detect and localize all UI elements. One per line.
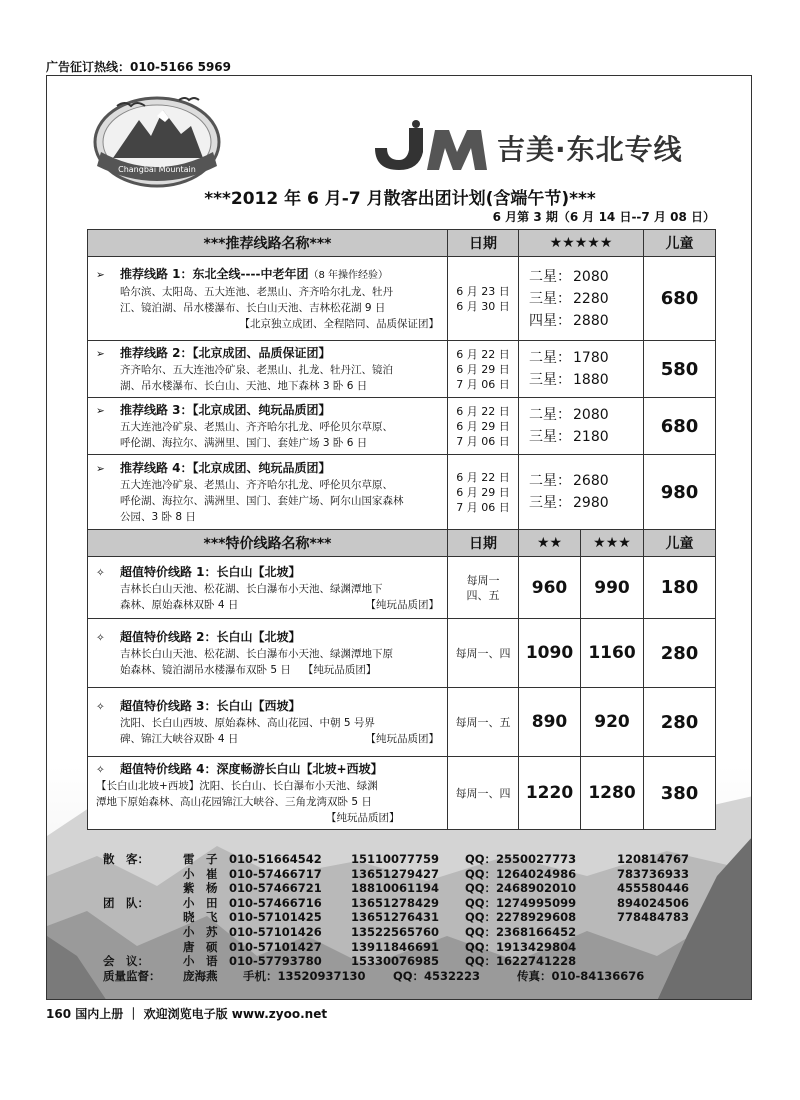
route-detail-line: 潭地下原始森林、高山花园锦江大峡谷、三角龙湾双卧 5 日	[96, 796, 372, 808]
date-item: 7 月 06 日	[456, 377, 510, 391]
date-item: 6 月 29 日	[456, 419, 510, 433]
contact-mobile: 13651276431	[351, 910, 440, 925]
special-header-child: 儿童	[644, 530, 716, 557]
star-price: 2180	[573, 429, 609, 445]
three-star-price: 1160	[581, 619, 644, 688]
route-detail-line: 五大连池冷矿泉、老黑山、齐齐哈尔扎龙、呼伦贝尔草原、	[120, 421, 393, 433]
star-price: 1780	[573, 350, 609, 366]
date-item: 每周一、五	[455, 715, 511, 729]
child-price: 680	[644, 398, 716, 455]
star-level: 四星：	[529, 312, 571, 329]
route-description	[88, 398, 448, 455]
special-route-row	[88, 619, 716, 688]
contact-qq: QQ：2550027773	[465, 852, 577, 866]
date-item: 6 月 29 日	[456, 362, 510, 376]
route-detail-line: 吉林长白山天池、松花湖、长白瀑布小天池、绿渊潭地下原	[120, 648, 393, 660]
contact-name: 小 崔	[183, 866, 218, 881]
contact-name: 唐 硕	[183, 939, 218, 954]
route-dates	[448, 688, 519, 757]
star-price: 1880	[573, 372, 609, 388]
two-star-price: 890	[519, 688, 581, 757]
star-price: 2980	[573, 495, 609, 511]
child-price: 380	[644, 757, 716, 830]
contact-tel: 010-57466721	[229, 881, 322, 896]
special-header-three-star: ★★★	[581, 530, 644, 557]
special-header-row	[88, 530, 716, 557]
contact-dept: 会 议：	[103, 954, 149, 969]
date-item: 6 月 30 日	[456, 299, 510, 313]
child-price: 280	[644, 688, 716, 757]
route-dates	[448, 341, 519, 398]
route-title: 超值特价线路 4：深度畅游长白山【北坡+西坡】	[120, 762, 383, 776]
contact-row	[103, 954, 743, 969]
contact-tel: 010-51664542	[229, 852, 322, 866]
issue-period: 6 月第 3 期（6 月 14 日--7 月 08 日）	[492, 210, 715, 224]
three-star-price: 990	[581, 557, 644, 619]
route-detail-line: 江、镜泊湖、吊水楼瀑布、长白山天池、吉林松花湖 9 日	[120, 302, 386, 314]
three-star-price: 920	[581, 688, 644, 757]
ad-hotline: 广告征订热线：010-5166 5969	[46, 60, 232, 74]
date-item: 6 月 22 日	[456, 404, 510, 418]
contact-mobile: 13911846691	[351, 939, 440, 954]
date-item: 6 月 23 日	[456, 284, 510, 298]
route-note: 【纯玩品质团】	[302, 664, 377, 676]
contact-qq: QQ：1264024986	[465, 866, 577, 881]
route-detail-line: 哈尔滨、太阳岛、五大连池、老黑山、齐齐哈尔扎龙、牡丹	[120, 286, 393, 298]
contact-mobile: 13522565760	[351, 924, 440, 939]
page-title: ***2012 年 6 月-7 月散客出团计划(含端午节)***	[204, 189, 596, 209]
child-price: 980	[644, 455, 716, 530]
supervisor-fax: 传真：010-84136676	[517, 968, 645, 983]
route-detail-line: 齐齐哈尔、五大连池冷矿泉、老黑山、扎龙、牡丹江、镜泊	[120, 364, 393, 376]
route-description	[88, 341, 448, 398]
arrow-bullet-icon: ➢	[96, 405, 105, 417]
child-price: 680	[644, 257, 716, 341]
diamond-bullet-icon: ✧	[96, 566, 105, 579]
star-level: 三星：	[529, 372, 571, 388]
date-item: 每周一	[466, 573, 500, 587]
route-detail-line	[96, 731, 443, 747]
recommended-header-stars: ★★★★★	[519, 230, 644, 257]
child-price: 580	[644, 341, 716, 398]
arrow-bullet-icon: ➢	[96, 348, 105, 360]
route-detail-line: 湖、吊水楼瀑布、长白山、天池、地下森林 3 卧 6 日	[120, 380, 368, 392]
route-detail-line: 【长白山北坡+西坡】沈阳、长白山、长白瀑布小天池、绿渊	[96, 780, 378, 792]
star-level: 二星：	[529, 350, 571, 366]
route-title-note: （8 年操作经验）	[308, 270, 388, 281]
contact-list	[103, 852, 743, 983]
contact-mobile: 13651278429	[351, 895, 440, 910]
special-route-row	[88, 688, 716, 757]
special-header-date: 日期	[448, 530, 519, 557]
contact-tel: 010-57466717	[229, 866, 322, 881]
special-header-name: ***特价线路名称***	[88, 530, 448, 557]
diamond-bullet-icon: ✧	[96, 764, 105, 776]
recommended-header-date: 日期	[448, 230, 519, 257]
arrow-bullet-icon: ➢	[96, 463, 105, 475]
star-price: 2680	[573, 473, 609, 489]
contact-name: 小 语	[183, 954, 218, 969]
contact-name: 小 苏	[183, 924, 218, 939]
contact-qq: QQ：2368166452	[465, 924, 577, 939]
route-title: 超值特价线路 3：长白山【西坡】	[120, 699, 301, 713]
route-dates	[448, 398, 519, 455]
star-prices	[519, 257, 644, 341]
recommended-route-row	[88, 257, 716, 341]
special-route-row	[88, 757, 716, 830]
star-level: 三星：	[529, 429, 571, 445]
date-item: 7 月 06 日	[456, 434, 510, 448]
route-title: 超值特价线路 2：长白山【北坡】	[120, 630, 301, 644]
contact-row	[103, 867, 743, 882]
child-price: 180	[644, 557, 716, 619]
tour-schedule-table	[87, 229, 716, 830]
route-title: 推荐线路 1：东北全线----中老年团	[120, 267, 309, 281]
child-price: 280	[644, 619, 716, 688]
diamond-bullet-icon: ✧	[96, 701, 105, 713]
supervisor-label: 质量监督：	[103, 968, 161, 983]
recommended-route-row	[88, 455, 716, 530]
route-dates	[448, 257, 519, 341]
route-description	[88, 619, 448, 688]
two-star-price: 1090	[519, 619, 581, 688]
contact-tel: 010-57466716	[229, 895, 322, 910]
arrow-bullet-icon: ➢	[96, 269, 105, 281]
star-prices	[519, 341, 644, 398]
star-prices	[519, 455, 644, 530]
route-title: 推荐线路 4：【北京成团、纯玩品质团】	[120, 461, 331, 475]
route-dates	[448, 757, 519, 830]
supervisor-row	[103, 969, 743, 984]
contact-name: 晓 飞	[183, 910, 218, 925]
recommended-header-row	[88, 230, 716, 257]
route-description	[88, 455, 448, 530]
supervisor-mobile: 手机：13520937130	[243, 968, 366, 983]
contact-mobile: 15330076985	[351, 954, 440, 969]
star-price: 2880	[573, 312, 609, 329]
date-item: 四、五	[466, 588, 500, 602]
route-description	[88, 688, 448, 757]
contact-qq: QQ：1622741228	[465, 954, 577, 969]
route-note: 【纯玩品质团】	[326, 812, 400, 824]
star-price: 2280	[573, 290, 609, 307]
contact-dept: 团 队：	[103, 895, 149, 910]
route-title: 推荐线路 2：【北京成团、品质保证团】	[120, 346, 331, 360]
jm-monogram-icon	[369, 118, 494, 178]
star-level: 二星：	[529, 473, 571, 489]
contact-row	[103, 896, 743, 911]
star-prices	[519, 398, 644, 455]
special-route-row	[88, 557, 716, 619]
contact-qq: QQ：1274995099	[465, 895, 577, 910]
star-level: 三星：	[529, 290, 571, 307]
contact-qq2: 894024506	[617, 895, 690, 910]
contact-name: 紫 杨	[183, 881, 218, 896]
contact-qq2: 778484783	[617, 910, 690, 925]
contact-name: 雷 子	[183, 852, 218, 866]
changbai-mountain-seal-logo	[87, 88, 227, 192]
contact-dept: 散 客：	[103, 852, 149, 866]
contact-tel: 010-57793780	[229, 954, 322, 969]
route-title: 超值特价线路 1：长白山【北坡】	[120, 564, 301, 579]
diamond-bullet-icon: ✧	[96, 632, 105, 644]
recommended-header-child: 儿童	[644, 230, 716, 257]
route-detail-line: 公园、3 卧 8 日	[120, 511, 196, 523]
contact-name: 小 田	[183, 895, 218, 910]
contact-mobile: 15110077759	[351, 852, 440, 866]
route-description	[88, 757, 448, 830]
jimei-brand-logo	[369, 118, 749, 178]
route-note: 【北京独立成团、全程陪同、品质保证团】	[239, 318, 439, 330]
page-footer: 160 国内上册 ｜ 欢迎浏览电子版 www.zyoo.net	[46, 1007, 328, 1021]
star-level: 二星：	[529, 407, 571, 423]
recommended-route-row	[88, 341, 716, 398]
contact-tel: 010-57101426	[229, 924, 322, 939]
route-detail-line	[96, 662, 443, 678]
route-detail-line: 沈阳、长白山西坡、原始森林、高山花园、中朝 5 号界	[120, 717, 375, 729]
contact-qq2: 120814767	[617, 852, 690, 866]
route-description	[88, 257, 448, 341]
contact-qq: QQ：2278929608	[465, 910, 577, 925]
contact-row	[103, 910, 743, 925]
contact-mobile: 13651279427	[351, 866, 440, 881]
contact-tel: 010-57101425	[229, 910, 322, 925]
date-item: 7 月 06 日	[456, 500, 510, 514]
route-detail-text: 碑、锦江大峡谷双卧 4 日	[120, 733, 239, 745]
brand-name: 吉美·东北专线	[497, 133, 683, 166]
route-detail-line: 呼伦湖、海拉尔、满洲里、国门、套娃广场 3 卧 6 日	[120, 437, 368, 449]
route-dates	[448, 455, 519, 530]
route-description	[88, 557, 448, 619]
star-price: 2080	[573, 407, 609, 423]
two-star-price: 960	[519, 557, 581, 619]
date-item: 每周一、四	[455, 786, 511, 800]
route-note: 【纯玩品质团】	[365, 733, 439, 745]
page-frame	[46, 75, 752, 1000]
route-detail-line: 吉林长白山天池、松花湖、长白瀑布小天池、绿渊潭地下	[120, 582, 383, 595]
route-detail-line: 五大连池冷矿泉、老黑山、齐齐哈尔扎龙、呼伦贝尔草原、	[120, 479, 393, 491]
contact-row	[103, 925, 743, 940]
contact-mobile: 18810061194	[351, 881, 440, 896]
route-detail-text: 始森林、镜泊湖吊水楼瀑布双卧 5 日	[120, 664, 291, 676]
seal-text: Changbai Mountain	[118, 165, 196, 174]
supervisor-name: 庞海燕	[183, 968, 218, 983]
two-star-price: 1220	[519, 757, 581, 830]
supervisor-qq: QQ：4532223	[393, 968, 481, 983]
route-detail-line: 呼伦湖、海拉尔、满洲里、国门、套娃广场、阿尔山国家森林	[120, 495, 404, 507]
three-star-price: 1280	[581, 757, 644, 830]
route-detail-text: 森林、原始森林双卧 4 日	[120, 598, 239, 611]
contact-row	[103, 940, 743, 955]
date-item: 6 月 22 日	[456, 347, 510, 361]
contact-qq: QQ：1913429804	[465, 939, 577, 954]
route-note: 【纯玩品质团】	[365, 598, 439, 611]
date-item: 6 月 29 日	[456, 485, 510, 499]
contact-qq2: 783736933	[617, 866, 690, 881]
date-item: 每周一、四	[455, 646, 511, 660]
contact-qq: QQ：2468902010	[465, 881, 577, 896]
route-dates	[448, 619, 519, 688]
contact-row	[103, 852, 743, 867]
contact-tel: 010-57101427	[229, 939, 322, 954]
star-price: 2080	[573, 268, 609, 285]
special-header-two-star: ★★	[519, 530, 581, 557]
recommended-route-row	[88, 398, 716, 455]
star-level: 三星：	[529, 495, 571, 511]
date-item: 6 月 22 日	[456, 470, 510, 484]
route-detail-line	[96, 597, 443, 613]
contact-qq2: 455580446	[617, 881, 690, 896]
star-level: 二星：	[529, 268, 571, 285]
contact-row	[103, 881, 743, 896]
recommended-header-name: ***推荐线路名称***	[88, 230, 448, 257]
route-title: 推荐线路 3：【北京成团、纯玩品质团】	[120, 403, 331, 417]
route-dates	[448, 557, 519, 619]
